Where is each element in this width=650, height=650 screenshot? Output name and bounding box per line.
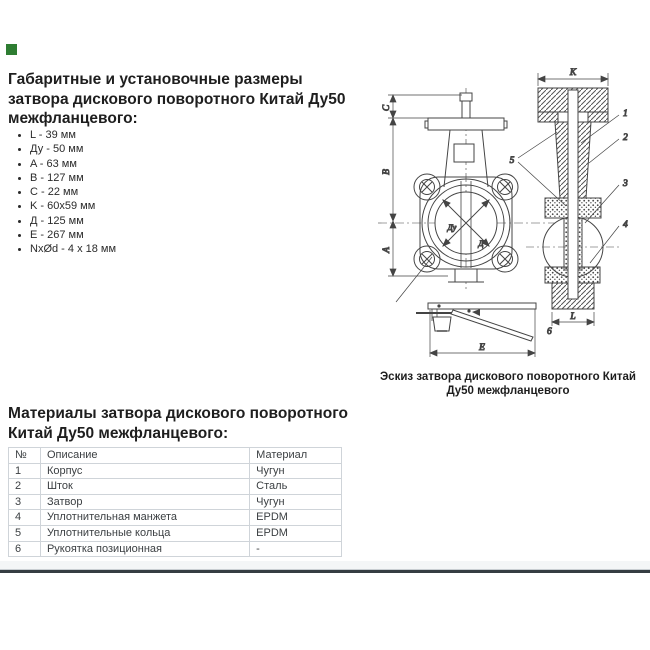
header-material: Материал: [250, 448, 342, 464]
top-plate: [428, 118, 504, 130]
dimension-item: • K - 60x59 мм: [30, 199, 344, 213]
dim-label-b: B: [382, 169, 392, 175]
table-header-row: [9, 448, 342, 464]
neck-wall-right: [578, 122, 591, 198]
dim-label-l: L: [570, 312, 576, 322]
callout-5: 5: [509, 156, 515, 166]
table-row: [9, 510, 342, 526]
cell-material: Чугун: [250, 463, 342, 479]
green-marker: [6, 44, 17, 55]
dimension-item: • B - 127 мм: [30, 171, 344, 185]
cell-number: 2: [9, 479, 41, 495]
neck-window: [454, 144, 474, 162]
cell-material: EPDM: [250, 525, 342, 541]
header-description: Описание: [40, 448, 249, 464]
stem-cap: [460, 93, 472, 101]
cell-material: EPDM: [250, 510, 342, 526]
table-row: [9, 541, 342, 557]
cell-material: -: [250, 541, 342, 557]
cell-description: Шток: [40, 479, 249, 495]
seal-ring-right: [578, 198, 601, 218]
dim-label-k: K: [569, 68, 577, 78]
dimension-item: • L - 39 мм: [30, 128, 344, 142]
cell-number: 6: [9, 541, 41, 557]
section-stem: [568, 90, 578, 299]
cell-material: Сталь: [250, 479, 342, 495]
dimensions-list: [14, 128, 344, 257]
header-number: №: [9, 448, 41, 464]
bottom-divider-bar: [0, 570, 650, 573]
callout-1: 1: [623, 109, 628, 119]
table-row: [9, 479, 342, 495]
cell-description: Уплотнительная манжета: [40, 510, 249, 526]
cell-number: 3: [9, 494, 41, 510]
cell-description: Рукоятка позиционная: [40, 541, 249, 557]
callout-6: 6: [547, 327, 552, 337]
handle-view: [416, 303, 536, 341]
bottom-stub: [455, 269, 477, 282]
callout-2: 2: [623, 133, 628, 143]
table-row: [9, 494, 342, 510]
dim-label-e: E: [479, 343, 485, 353]
seal-ring-left: [545, 198, 568, 218]
table-row: [9, 463, 342, 479]
bottom-strip-light: [0, 561, 650, 569]
dimension-item: • NxØd - 4 x 18 мм: [30, 242, 344, 256]
label-d: Д: [478, 239, 484, 248]
neck-wall-left: [555, 122, 568, 198]
table-row: [9, 525, 342, 541]
dim-label-a: A: [382, 247, 392, 253]
dimension-item: • Ду - 50 мм: [30, 142, 344, 156]
cell-description: Затвор: [40, 494, 249, 510]
cell-number: 5: [9, 525, 41, 541]
dimension-item: • A - 63 мм: [30, 157, 344, 171]
materials-title: Материалы затвора дискового поворотного Китай Ду50 межфланцевого:: [8, 405, 348, 442]
materials-table: [8, 447, 342, 557]
callout-4: 4: [623, 220, 628, 230]
dimension-item: • Д - 125 мм: [30, 214, 344, 228]
cell-description: Уплотнительные кольца: [40, 525, 249, 541]
cell-description: Корпус: [40, 463, 249, 479]
dim-label-c: C: [382, 104, 392, 112]
stem-shaft: [462, 101, 470, 118]
valve-technical-drawing: [376, 60, 648, 366]
label-du: Ду: [447, 223, 457, 232]
cell-number: 1: [9, 463, 41, 479]
callout-3: 3: [623, 179, 628, 189]
lug-leader-line: [396, 257, 432, 302]
drawing-caption: Эскиз затвора дискового поворотного Китай Ду50 межфланцевого: [380, 371, 636, 397]
dimension-item: • C - 22 мм: [30, 185, 344, 199]
dimension-item: • E - 267 мм: [30, 228, 344, 242]
dimensions-title: Габаритные и установочные размеры затвора дискового поворотного Китай Ду50 межфланцевого:: [8, 71, 346, 127]
cell-material: Чугун: [250, 494, 342, 510]
cell-number: 4: [9, 510, 41, 526]
